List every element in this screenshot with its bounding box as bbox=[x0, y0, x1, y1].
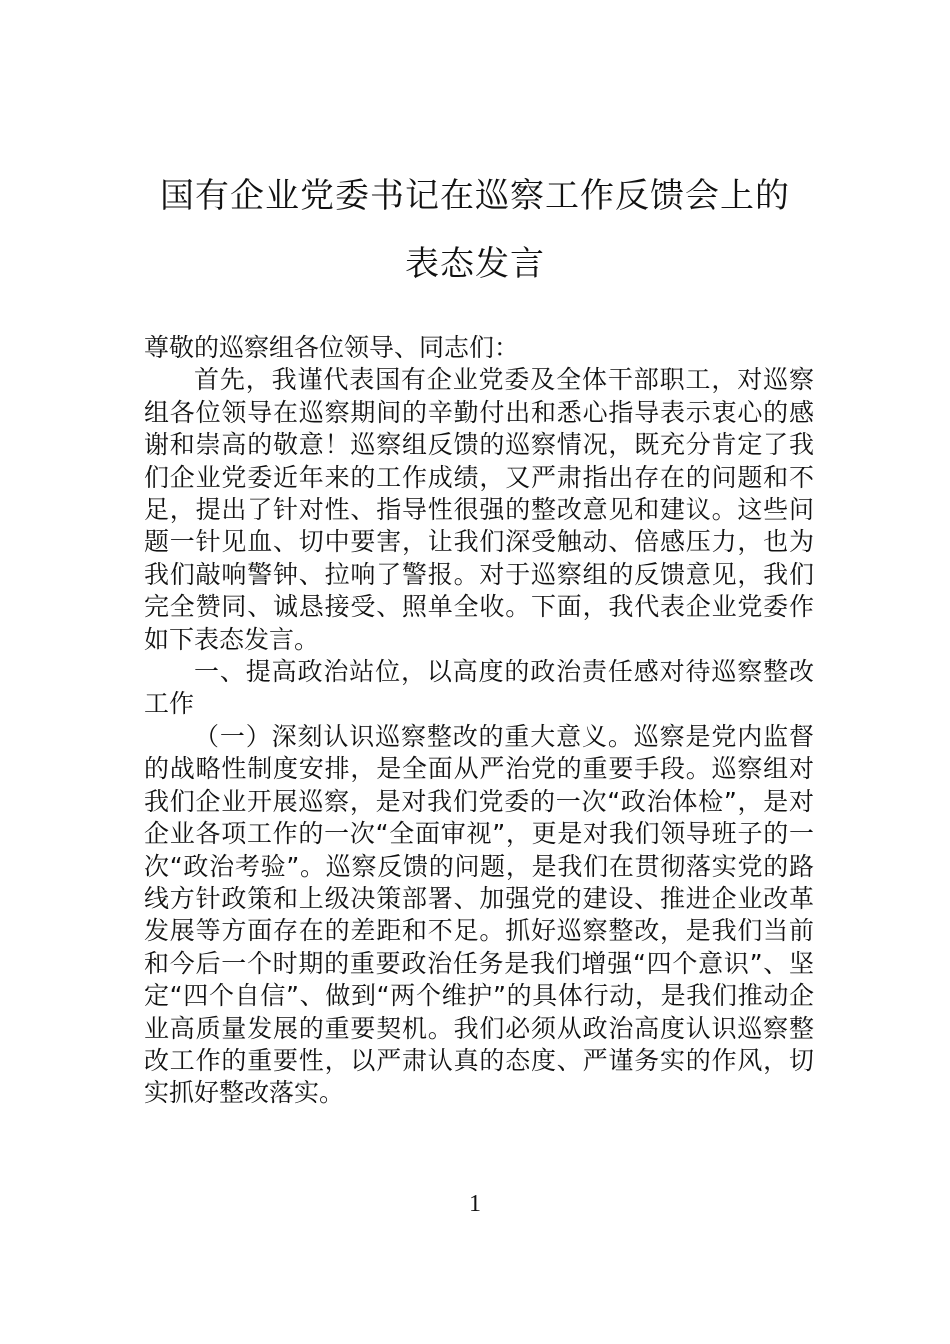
document-title-line-2: 表态发言 bbox=[405, 244, 545, 284]
page-number: 1 bbox=[469, 1191, 481, 1217]
paragraph-opening: 首先，我谨代表国有企业党委及全体干部职工，对巡察组各位领导在巡察期间的辛勤付出和悉心指导表示衷心的感谢和崇高的敬意！巡察组反馈的巡察情况，既充分肯定了我们企业党委近年来的工作成绩，又严肃指出存在的问题和不足，提出了针对性、指导性很强的整改意见和建议。这些问题一针见血、切中要害，让我们深受触动、倍感压力，也为我们敲响警钟、拉响了警报。对于巡察组的反馈意见，我们完全赞同、诚恳接受、照单全收。下面，我代表企业党委作如下表态发言。 bbox=[144, 365, 814, 654]
document-body bbox=[144, 332, 814, 1110]
section-heading-1: 一、提高政治站位，以高度的政治责任感对待巡察整改工作 bbox=[144, 657, 814, 719]
salutation: 尊敬的巡察组各位领导、同志们： bbox=[144, 333, 520, 362]
document-title-line-1: 国有企业党委书记在巡察工作反馈会上的 bbox=[160, 176, 790, 216]
paragraph-subsection-1: （一）深刻认识巡察整改的重大意义。巡察是党内监督的战略性制度安排，是全面从严治党的重要手段。巡察组对我们企业开展巡察，是对我们党委的一次“政治体检”，是对企业各项工作的一次“全面审视”，更是对我们领导班子的一次“政治考验”。巡察反馈的问题，是我们在贯彻落实党的路线方针政策和上级决策部署、加强党的建设、推进企业改革发展等方面存在的差距和不足。抓好巡察整改，是我们当前和今后一个时期的重要政治任务是我们增强“四个意识”、坚定“四个自信”、做到“两个维护”的具体行动，是我们推动企业高质量发展的重要契机。我们必须从政治高度认识巡察整改工作的重要性，以严肃认真的态度、严谨务实的作风，切实抓好整改落实。 bbox=[144, 721, 814, 1108]
